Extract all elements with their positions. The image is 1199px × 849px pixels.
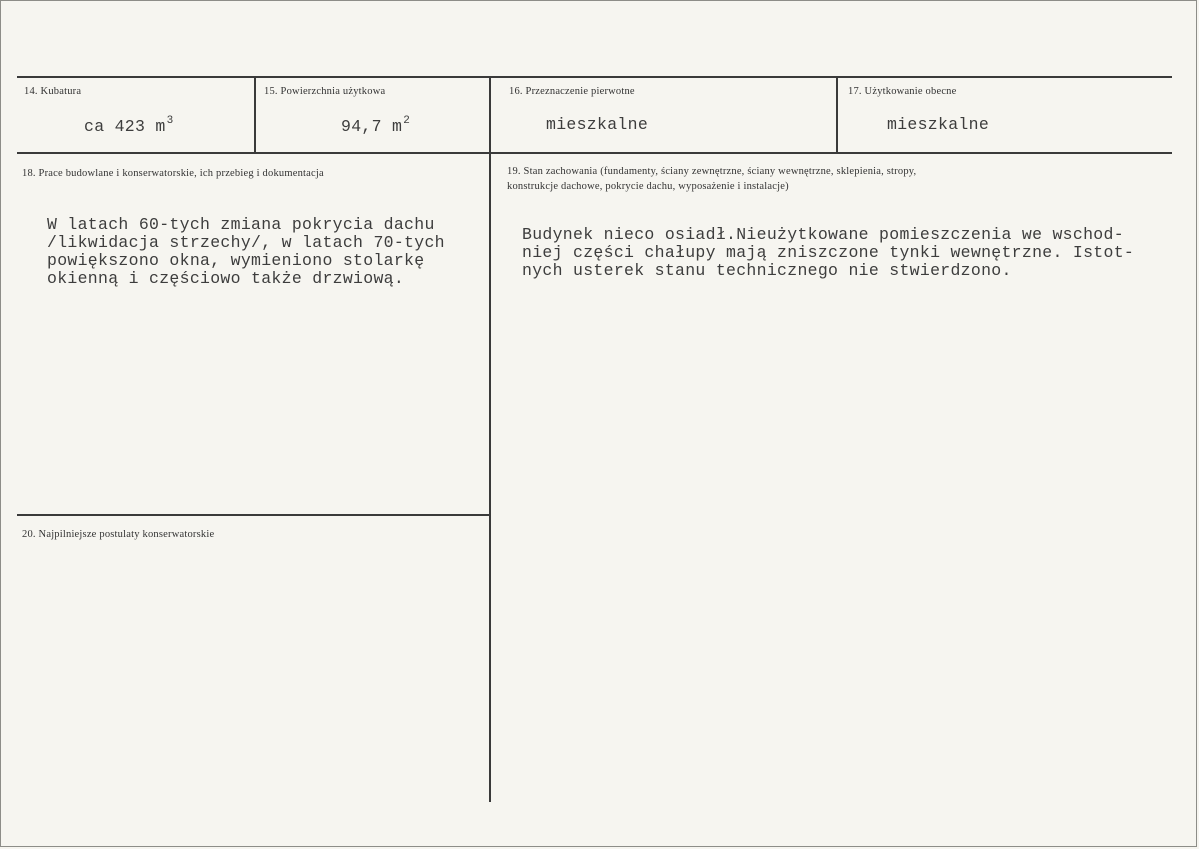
field-15-exponent: 2 bbox=[403, 115, 411, 127]
field-19-label-line2: konstrukcje dachowe, pokrycie dachu, wyposażenie i instalacje) bbox=[507, 181, 789, 192]
field-16-label: 16. Przeznaczenie pierwotne bbox=[509, 86, 635, 97]
field-19-label-line1: 19. Stan zachowania (fundamenty, ściany zewnętrzne, ściany wewnętrzne, sklepienia, stropy, bbox=[507, 166, 917, 177]
field-19-line: Budynek nieco osiadł.Nieużytkowane pomieszczenia we wschod- bbox=[522, 225, 1124, 244]
col-divider-1 bbox=[254, 76, 256, 154]
field-18-line: W latach 60-tych zmiana pokrycia dachu bbox=[47, 215, 435, 234]
field-18-label: 18. Prace budowlane i konserwatorskie, ich przebieg i dokumentacja bbox=[22, 168, 324, 179]
row-divider bbox=[17, 152, 1172, 154]
field-18-line: okienną i częściowo także drzwiową. bbox=[47, 269, 405, 288]
field-20-label: 20. Najpilniejsze postulaty konserwatorskie bbox=[22, 529, 215, 540]
field-15-label: 15. Powierzchnia użytkowa bbox=[264, 86, 386, 97]
field-19-line: niej części chałupy mają zniszczone tynki wewnętrzne. Istot- bbox=[522, 243, 1135, 262]
col-divider-3 bbox=[836, 76, 838, 154]
field-20-divider bbox=[17, 514, 489, 516]
field-17-label: 17. Użytkowanie obecne bbox=[848, 86, 957, 97]
field-17-value: mieszkalne bbox=[887, 115, 990, 134]
field-14-exponent: 3 bbox=[166, 115, 174, 127]
field-14-label: 14. Kubatura bbox=[24, 86, 82, 97]
field-19-line: nych usterek stanu technicznego nie stwierdzono. bbox=[522, 261, 1012, 280]
field-15-number: 94,7 m bbox=[341, 117, 403, 136]
field-15-value bbox=[341, 115, 410, 136]
field-18-text bbox=[47, 198, 445, 288]
field-18-line: /likwidacja strzechy/, w latach 70-tych bbox=[47, 233, 445, 252]
col-divider-2 bbox=[489, 76, 491, 802]
top-rule bbox=[17, 76, 1172, 78]
field-14-value bbox=[84, 115, 174, 136]
field-16-value: mieszkalne bbox=[546, 115, 649, 134]
field-18-line: powiększono okna, wymieniono stolarkę bbox=[47, 251, 425, 270]
field-19-text bbox=[522, 208, 1134, 280]
field-14-number: ca 423 m bbox=[84, 117, 166, 136]
